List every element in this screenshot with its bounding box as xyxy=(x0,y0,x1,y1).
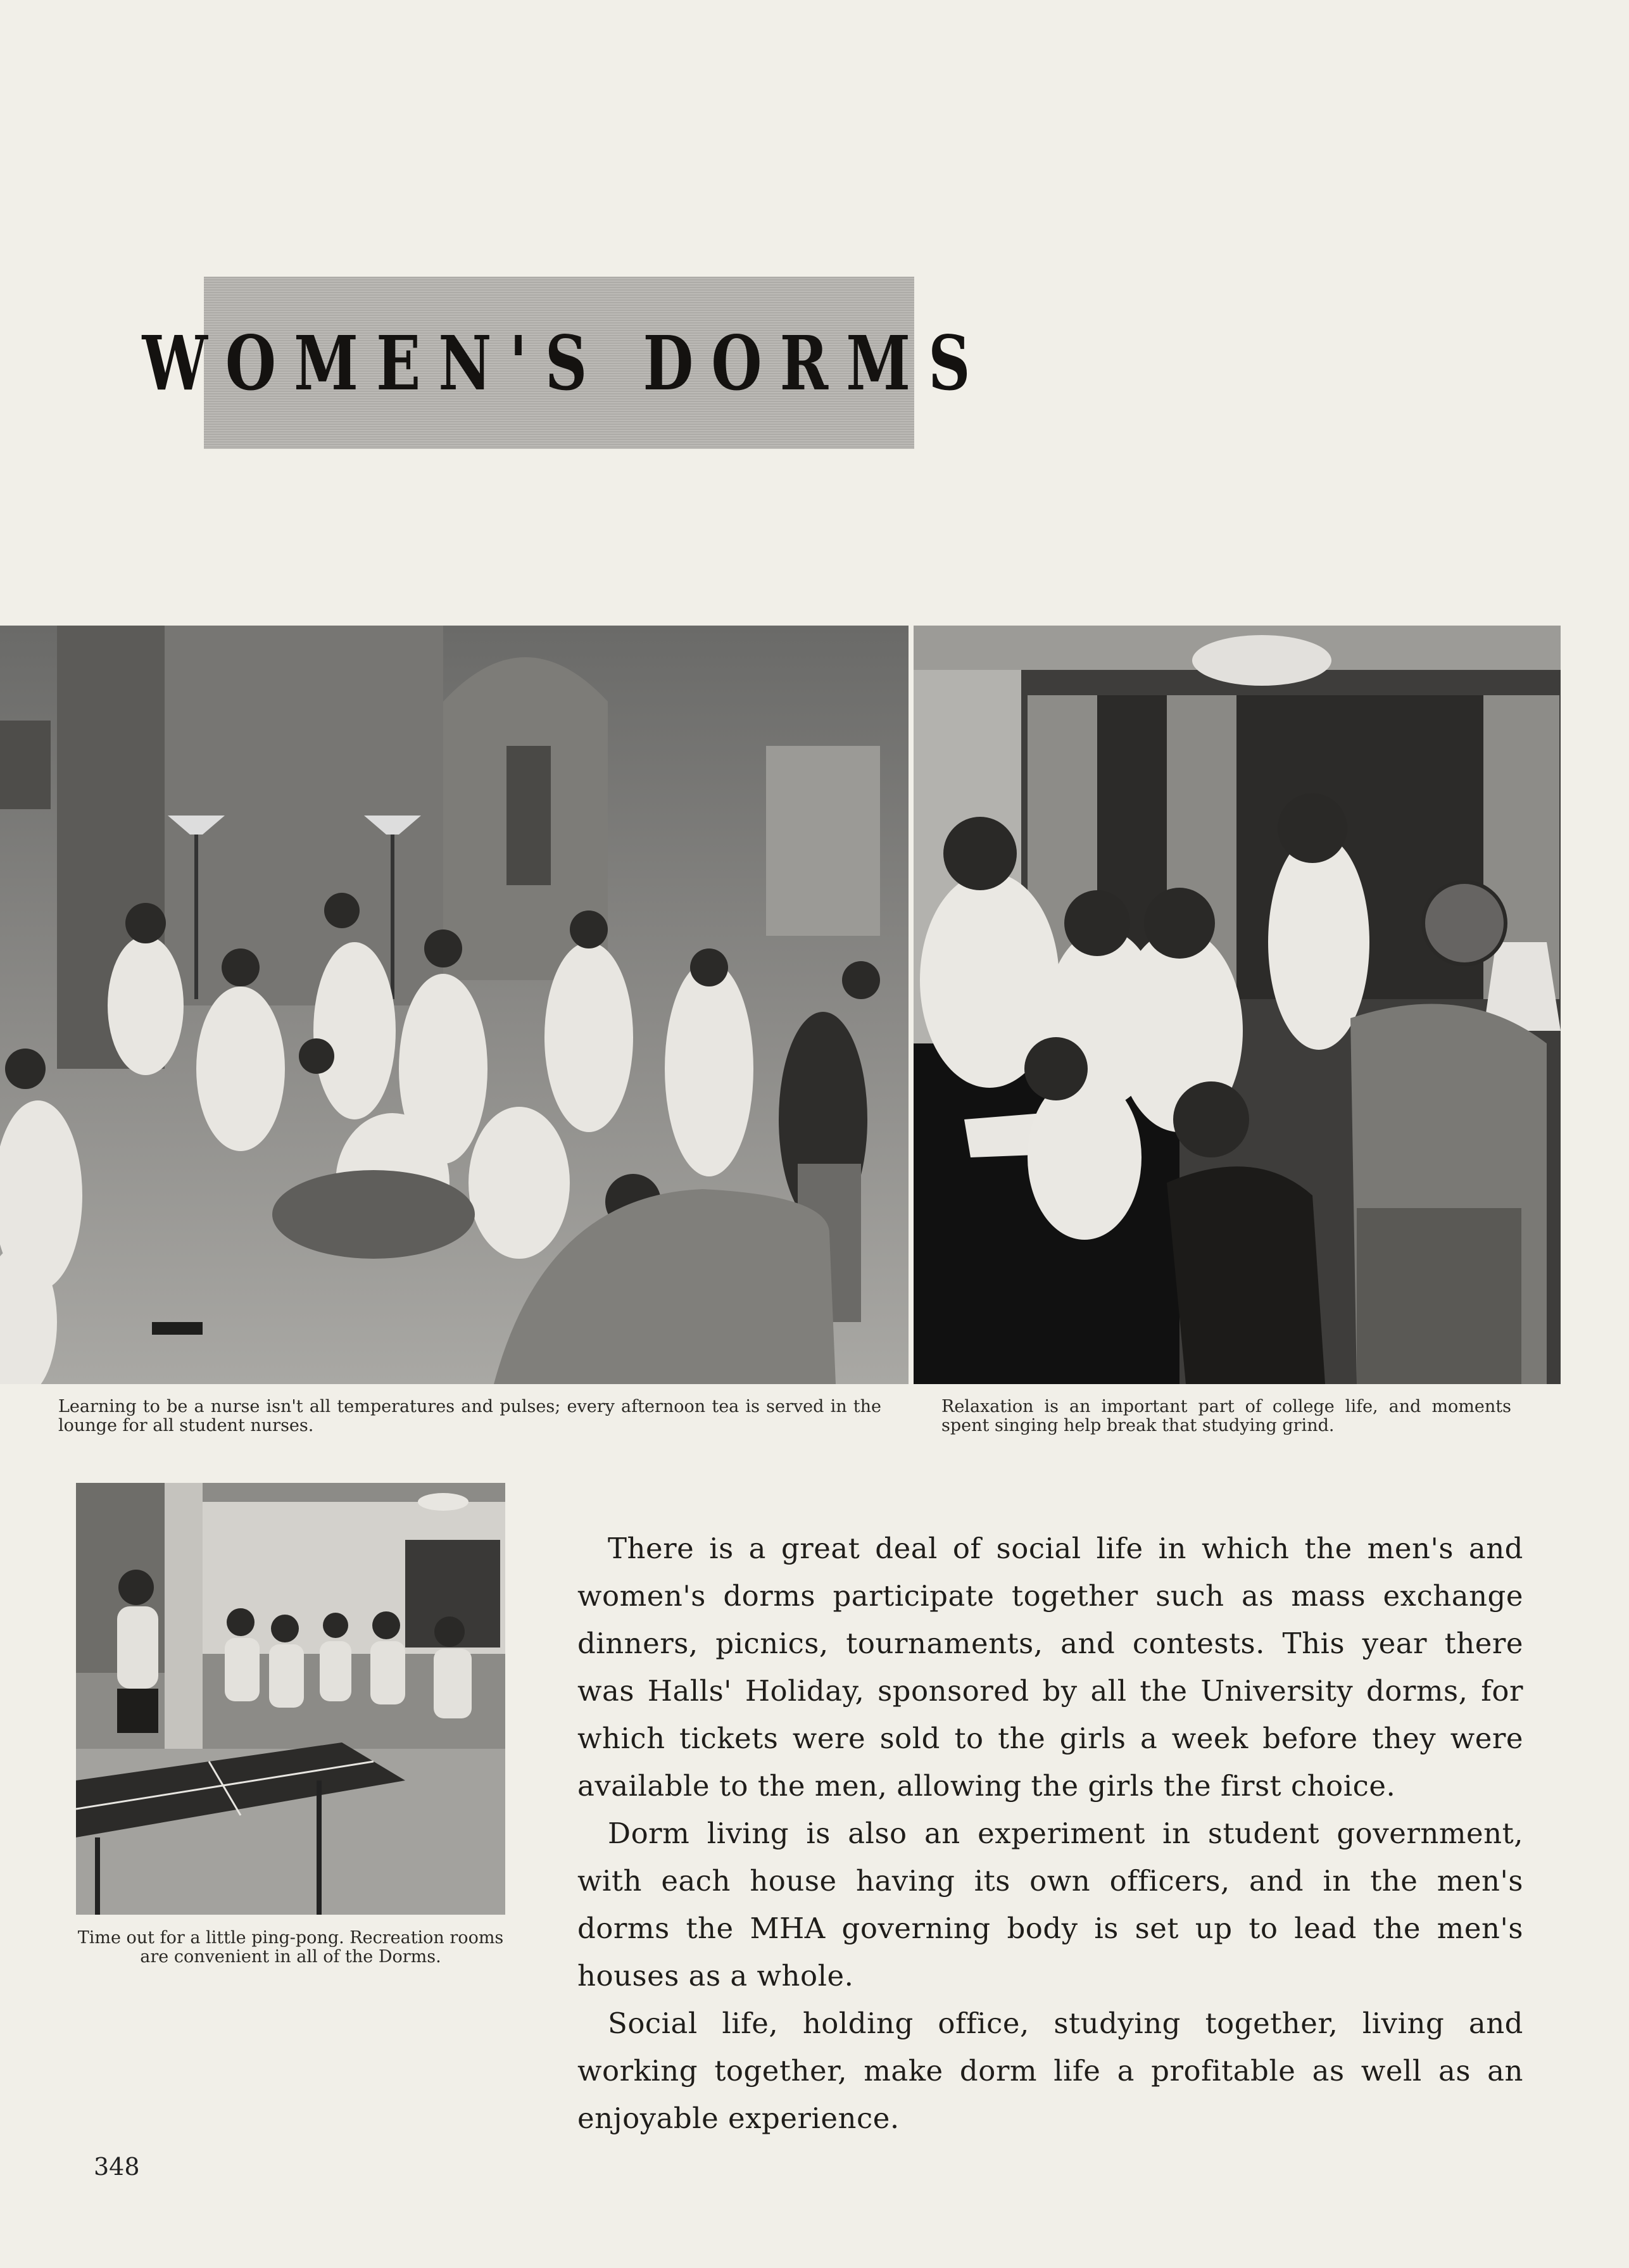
photo-students-singing-piano xyxy=(914,626,1561,1384)
body-paragraph: There is a great deal of social life in which the men's and women's dorms participate together such as mass exchange dinners, picnics, tournaments, and contests. This year there was Halls' Holiday, sponsored by all the University dorms, for which tickets were sold to the girls a week before they were available to the men, allowing the girls the first choice. xyxy=(577,1532,1523,1803)
caption-nursing-tea: Learning to be a nurse isn't all temperatures and pulses; every afternoon tea is served in the lounge for all student nurses. xyxy=(58,1397,881,1435)
page-number: 348 xyxy=(94,2153,140,2181)
photo-nursing-students-tea xyxy=(0,626,909,1384)
article-body xyxy=(577,1525,1523,2142)
caption-ping-pong: Time out for a little ping-pong. Recreation rooms are convenient in all of the Dorms. xyxy=(77,1928,504,1967)
page-title: WOMEN'S DORMS xyxy=(142,318,989,407)
title-banner xyxy=(142,277,989,449)
caption-singing: Relaxation is an important part of college life, and moments spent singing help break that studying grind. xyxy=(941,1397,1511,1435)
body-paragraph: Dorm living is also an experiment in student government, with each house having its own officers, and in the men's dorms the MHA governing body is set up to lead the men's houses as a whole. xyxy=(577,1817,1523,1993)
photo-recreation-room-ping-pong xyxy=(76,1483,505,1915)
body-paragraph: Social life, holding office, studying together, living and working together, make dorm life a profitable as well as an enjoyable experience. xyxy=(577,2007,1523,2135)
